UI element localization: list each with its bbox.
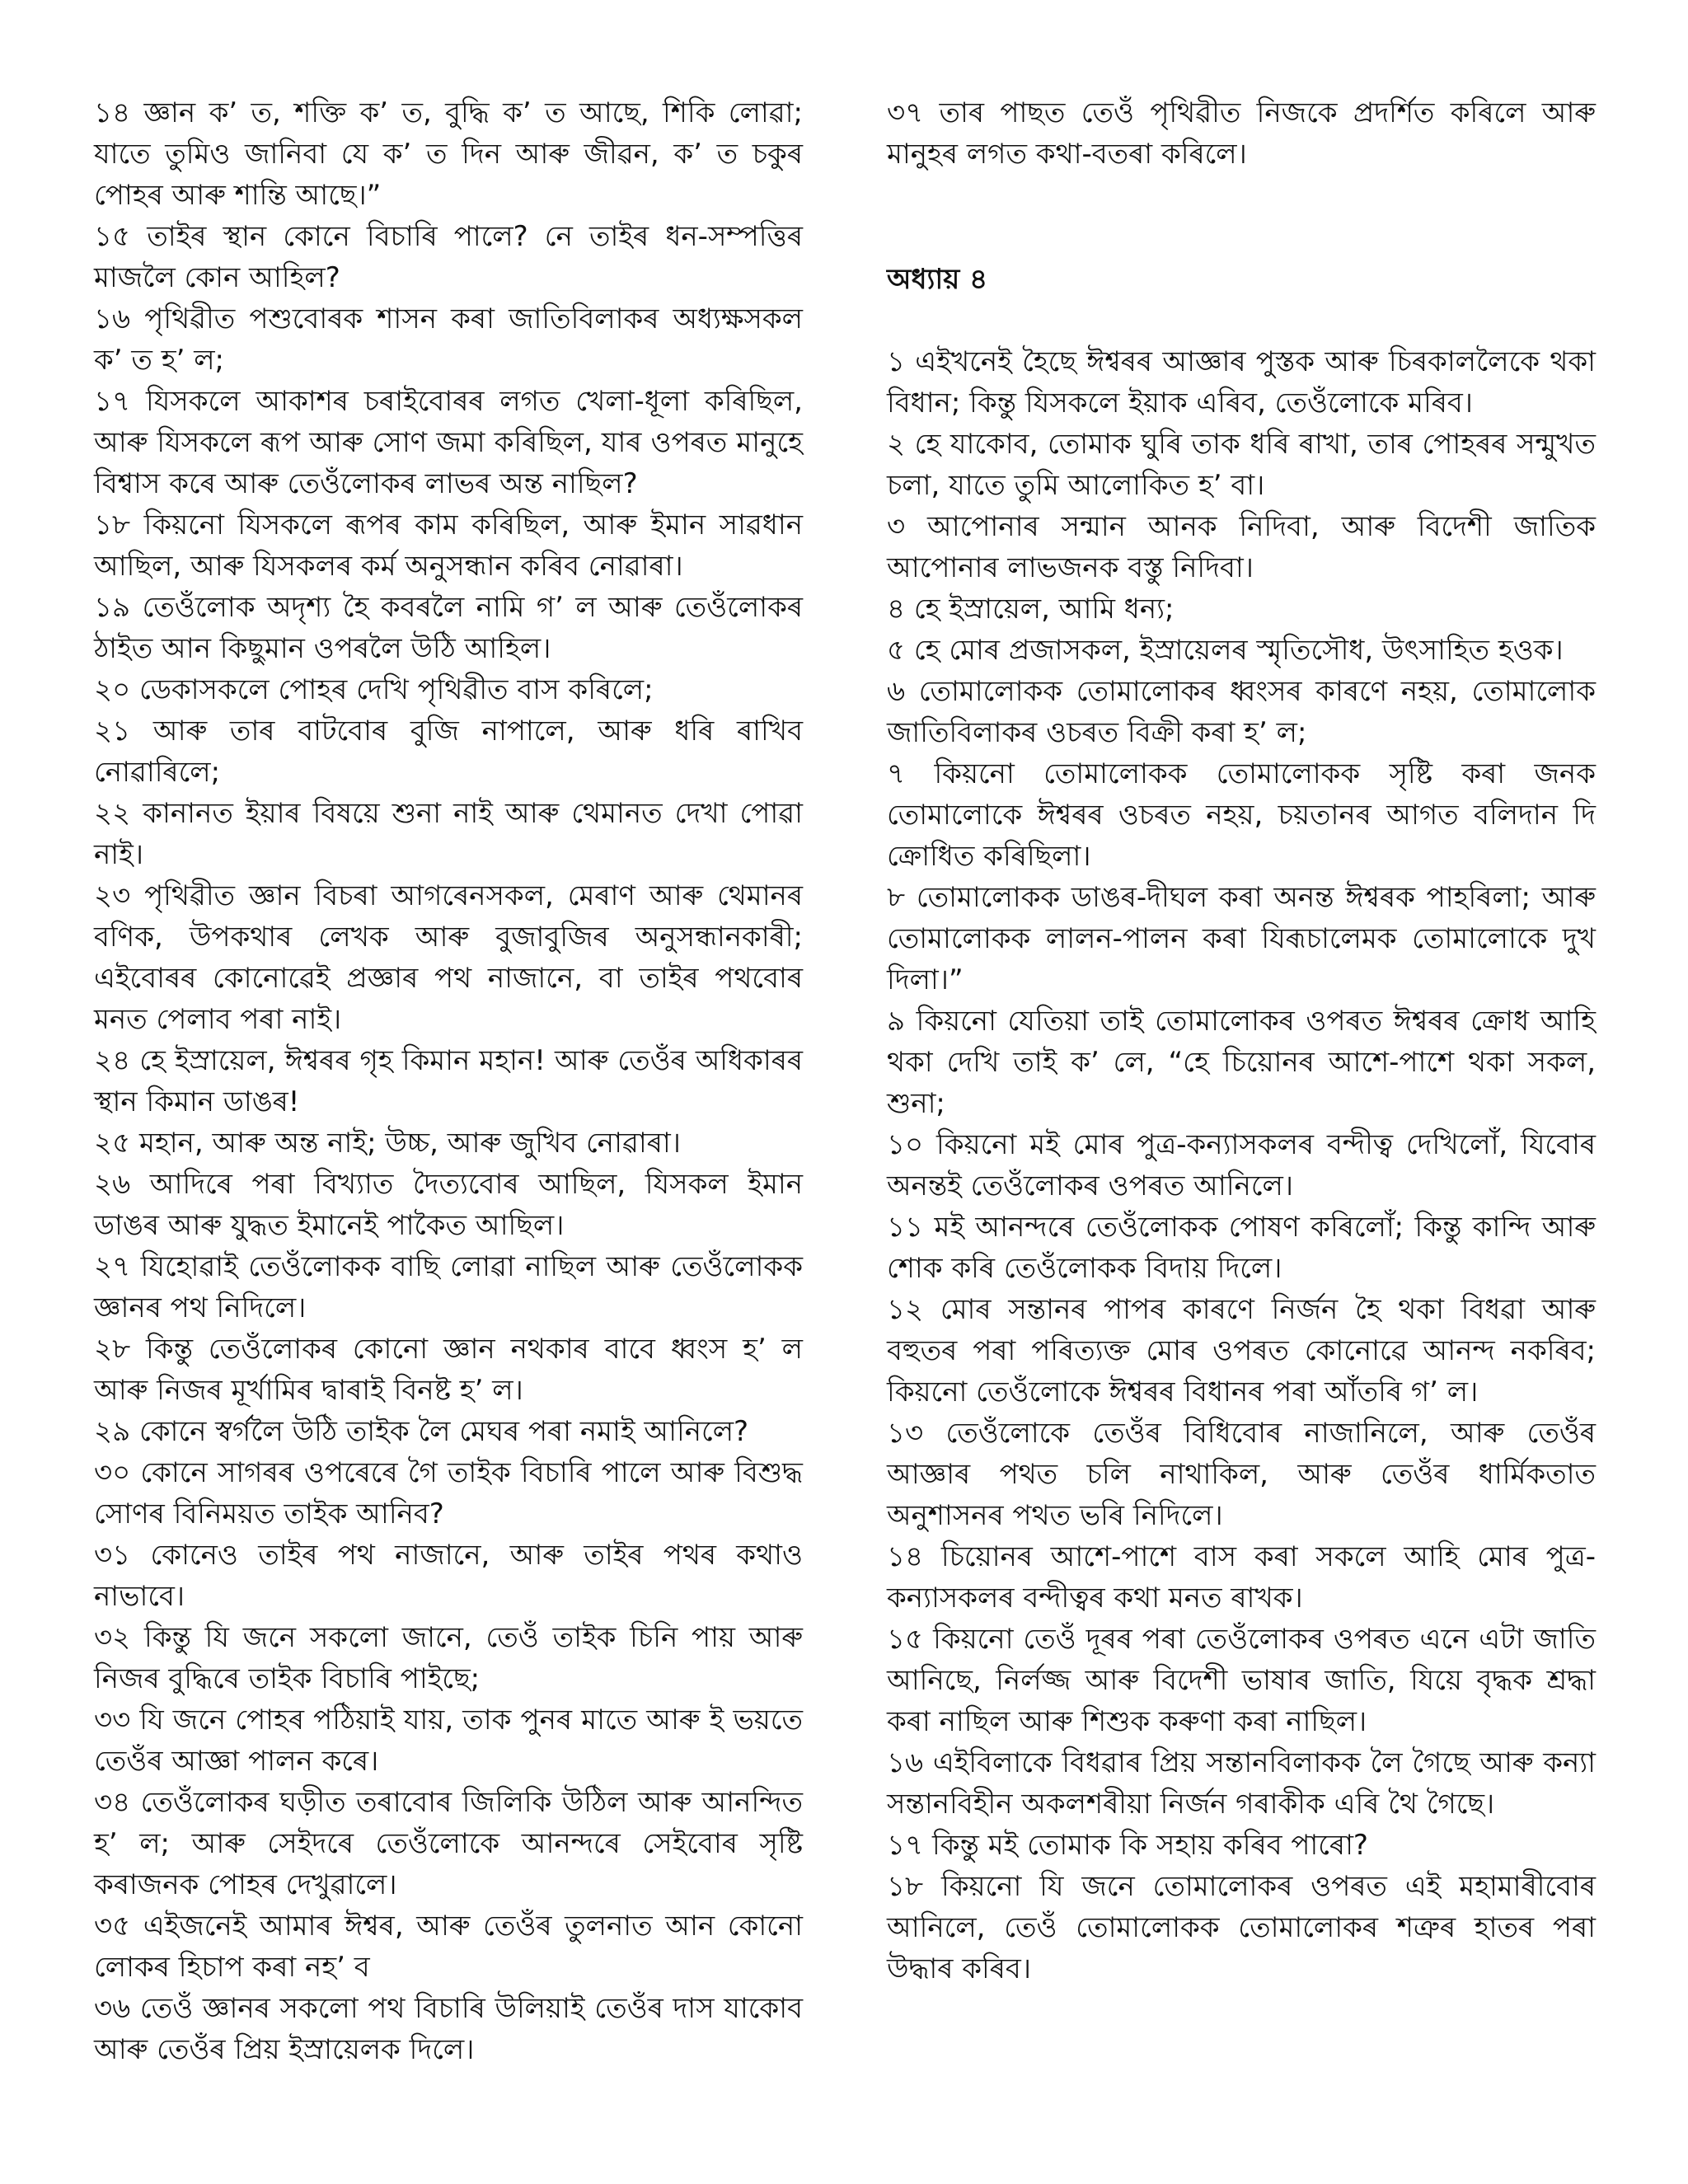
verse: ২১ আৰু তাৰ বাটবোৰ বুজি নাপালে, আৰু ধৰি ৰাখিব নোৱাৰিলে; [94,715,803,789]
verse: ৩২ কিন্তু যি জনে সকলো জানে, তেওঁ তাইক চিনি পায় আৰু নিজৰ বুদ্ধিৰে তাইক বিচাৰি পাইছে; [94,1621,803,1695]
verse: ১০ কিয়নো মই মোৰ পুত্ৰ-কন্যাসকলৰ বন্দীত্ব দেখিলোঁ, যিবোৰ অনন্তই তেওঁলোকৰ ওপৰত আনিলে। [887,1128,1596,1202]
verse: ৩৬ তেওঁ জ্ঞানৰ সকলো পথ বিচাৰি উলিয়াই তেওঁৰ দাস যাকোব আৰু তেওঁৰ প্ৰিয় ইস্রায়েলক দিলে। [94,1992,803,2066]
chapter-heading: অধ্যায় ৪ [887,263,988,296]
verse: ৮ তোমালোকক ডাঙৰ-দীঘল কৰা অনন্ত ঈশ্বৰক পাহৰিলা; আৰু তোমালোকক লালন-পালন কৰা যিৰূচালেমক তোমালোকে দুখ দিলা।” [887,881,1596,996]
verse: ২০ ডেকাসকলে পোহৰ দেখি পৃথিৱীত বাস কৰিলে; [94,673,654,706]
verse: ১৬ এইবিলাকে বিধৱাৰ প্ৰিয় সন্তানবিলাকক লৈ গৈছে আৰু কন্যা সন্তানবিহীন অকলশৰীয়া নিৰ্জন গৰাকীক এৰি থৈ গৈছে। [887,1746,1596,1821]
verse: ৩৪ তেওঁলোকৰ ঘড়ীত তৰাবোৰ জিলিকি উঠিল আৰু আনন্দিত হ’ ল; আৰু সেইদৰে তেওঁলোকে আনন্দৰে সেইবোৰ সৃষ্টি কৰাজনক পোহৰ দেখুৱালে। [94,1786,803,1901]
verse: ১৮ কিয়নো যিসকলে ৰূপৰ কাম কৰিছিল, আৰু ইমান সাৱধান আছিল, আৰু যিসকলৰ কৰ্ম অনুসন্ধান কৰিব নোৱাৰা। [94,509,803,583]
left-column [94,92,803,2070]
verse: ১১ মই আনন্দৰে তেওঁলোকক পোষণ কৰিলোঁ; কিন্তু কান্দি আৰু শোক কৰি তেওঁলোকক বিদায় দিলে। [887,1211,1596,1285]
verse: ৩৭ তাৰ পাছত তেওঁ পৃথিৱীত নিজকে প্ৰদৰ্শিত কৰিলে আৰু মানুহৰ লগত কথা-বতৰা কৰিলে। [887,96,1596,171]
verse: ৯ কিয়নো যেতিয়া তাই তোমালোকৰ ওপৰত ঈশ্বৰৰ ক্ৰোধ আহি থকা দেখি তাই ক’ লে, “হে চিয়োনৰ আশে-পাশে থকা সকল, শুনা; [887,1005,1596,1120]
verse: ২৫ মহান, আৰু অন্ত নাই; উচ্চ, আৰু জুখিব নোৱাৰা। [94,1127,681,1160]
verse: ১৩ তেওঁলোকে তেওঁৰ বিধিবোৰ নাজানিলে, আৰু তেওঁৰ আজ্ঞাৰ পথত চলি নাথাকিল, আৰু তেওঁৰ ধাৰ্মিকতাত অনুশাসনৰ পথত ভৰি নিদিলে। [887,1417,1596,1532]
verse: ১২ মোৰ সন্তানৰ পাপৰ কাৰণে নিৰ্জন হৈ থকা বিধৱা আৰু বহুতৰ পৰা পৰিত্যক্ত মোৰ ওপৰত কোনোৱে আনন্দ নকৰিব; কিয়নো তেওঁলোকে ঈশ্বৰৰ বিধানৰ পৰা আঁতৰি গ’ ল। [887,1293,1596,1408]
verse: ৩০ কোনে সাগৰৰ ওপৰেৰে গৈ তাইক বিচাৰি পালে আৰু বিশুদ্ধ সোণৰ বিনিময়ত তাইক আনিব? [94,1456,803,1530]
verse: ২৭ যিহোৱাই তেওঁলোকক বাছি লোৱা নাছিল আৰু তেওঁলোকক জ্ঞানৰ পথ নিদিলে। [94,1250,803,1324]
verse: ৩৩ যি জনে পোহৰ পঠিয়াই যায়, তাক পুনৰ মাতে আৰু ই ভয়তে তেওঁৰ আজ্ঞা পালন কৰে। [94,1704,803,1778]
verse: ৫ হে মোৰ প্ৰজাসকল, ইস্রায়েলৰ স্মৃতিসৌধ, উৎসাহিত হওক। [887,634,1564,667]
verse: ২৩ পৃথিৱীত জ্ঞান বিচৰা আগৰেনসকল, মেৰাণ আৰু থেমানৰ বণিক, উপকথাৰ লেখক আৰু বুজাবুজিৰ অনুসন্ধানকাৰী; এইবোৰৰ কোনোৱেই প্ৰজ্ঞাৰ পথ নাজানে, বা তাইৰ পথবোৰ মনত পেলাব পৰা নাই। [94,879,803,1036]
verse: ২৬ আদিৰে পৰা বিখ্যাত দৈত্যবোৰ আছিল, যিসকল ইমান ডাঙৰ আৰু যুদ্ধত ইমানেই পাকৈত আছিল। [94,1168,803,1242]
verse: ১৮ কিয়নো যি জনে তোমালোকৰ ওপৰত এই মহামাৰীবোৰ আনিলে, তেওঁ তোমালোকক তোমালোকৰ শত্ৰুৰ হাতৰ পৰা উদ্ধাৰ কৰিব। [887,1870,1596,1985]
verse: ২২ কানানত ইয়াৰ বিষয়ে শুনা নাই আৰু থেমানত দেখা পোৱা নাই। [94,797,803,871]
verse: ১৪ চিয়োনৰ আশে-পাশে বাস কৰা সকলে আহি মোৰ পুত্ৰ-কন্যাসকলৰ বন্দীত্বৰ কথা মনত ৰাখক। [887,1540,1596,1615]
verse: ১৫ কিয়নো তেওঁ দূৰৰ পৰা তেওঁলোকৰ ওপৰত এনে এটা জাতি আনিছে, নিৰ্লজ্জ আৰু বিদেশী ভাষাৰ জাতি, যিয়ে বৃদ্ধক শ্ৰদ্ধা কৰা নাছিল আৰু শিশুক কৰুণা কৰা নাছিল। [887,1623,1596,1738]
verse: ১৯ তেওঁলোক অদৃশ্য হৈ কবৰলৈ নামি গ’ ল আৰু তেওঁলোকৰ ঠাইত আন কিছুমান ওপৰলৈ উঠি আহিল। [94,591,803,665]
verse: ১৬ পৃথিৱীত পশুবোৰক শাসন কৰা জাতিবিলাকৰ অধ্যক্ষসকল ক’ ত হ’ ল; [94,302,803,377]
verse: ২ হে যাকোব, তোমাক ঘুৰি তাক ধৰি ৰাখা, তাৰ পোহৰৰ সন্মুখত চলা, যাতে তুমি আলোকিত হ’ বা। [887,428,1596,502]
verse: ৭ কিয়নো তোমালোকক তোমালোকক সৃষ্টি কৰা জনক তোমালোকে ঈশ্বৰৰ ওচৰত নহয়, চয়তানৰ আগত বলিদান দি ক্ৰোধিত কৰিছিলা। [887,757,1596,873]
verse: ৩১ কোনেও তাইৰ পথ নাজানে, আৰু তাইৰ পথৰ কথাও নাভাবে। [94,1539,803,1613]
verse: ২৮ কিন্তু তেওঁলোকৰ কোনো জ্ঞান নথকাৰ বাবে ধ্বংস হ’ ল আৰু নিজৰ মূৰ্খামিৰ দ্বাৰাই বিনষ্ট হ’ ল। [94,1333,803,1407]
verse: ২৯ কোনে স্বৰ্গলৈ উঠি তাইক লৈ মেঘৰ পৰা নমাই আনিলে? [94,1415,749,1448]
verse: ২৪ হে ইস্রায়েল, ঈশ্বৰৰ গৃহ কিমান মহান! আৰু তেওঁৰ অধিকাৰৰ স্থান কিমান ডাঙৰ! [94,1044,803,1118]
verse: ৩৫ এইজনেই আমাৰ ঈশ্বৰ, আৰু তেওঁৰ তুলনাত আন কোনো লোকৰ হিচাপ কৰা নহ’ ব [94,1910,803,1984]
verse: ৪ হে ইস্রায়েল, আমি ধন্য; [887,593,1175,626]
verse: ৩ আপোনাৰ সন্মান আনক নিদিবা, আৰু বিদেশী জাতিক আপোনাৰ লাভজনক বস্তু নিদিবা। [887,510,1596,584]
verse: ১৪ জ্ঞান ক’ ত, শক্তি ক’ ত, বুদ্ধি ক’ ত আছে, শিকি লোৱা; যাতে তুমিও জানিবা যে ক’ ত দিন আৰু জীৱন, ক’ ত চকুৰ পোহৰ আৰু শান্তি আছে।” [94,96,803,212]
right-column [887,92,1596,1990]
verse: ১৫ তাইৰ স্থান কোনে বিচাৰি পালে? নে তাইৰ ধন-সম্পত্তিৰ মাজলৈ কোন আহিল? [94,220,803,294]
verse: ১ এইখনেই হৈছে ঈশ্বৰৰ আজ্ঞাৰ পুস্তক আৰু চিৰকাললৈকে থকা বিধান; কিন্তু যিসকলে ইয়াক এৰিব, তেওঁলোকে মৰিব। [887,345,1596,419]
verse: ১৭ যিসকলে আকাশৰ চৰাইবোৰৰ লগত খেলা-ধূলা কৰিছিল, আৰু যিসকলে ৰূপ আৰু সোণ জমা কৰিছিল, যাৰ ওপৰত মানুহে বিশ্বাস কৰে আৰু তেওঁলোকৰ লাভৰ অন্ত নাছিল? [94,385,803,500]
verse: ৬ তোমালোকক তোমালোকৰ ধ্বংসৰ কাৰণে নহয়, তোমালোক জাতিবিলাকৰ ওচৰত বিক্ৰী কৰা হ’ ল; [887,675,1596,749]
verse: ১৭ কিন্তু মই তোমাক কি সহায় কৰিব পাৰো? [887,1829,1368,1862]
